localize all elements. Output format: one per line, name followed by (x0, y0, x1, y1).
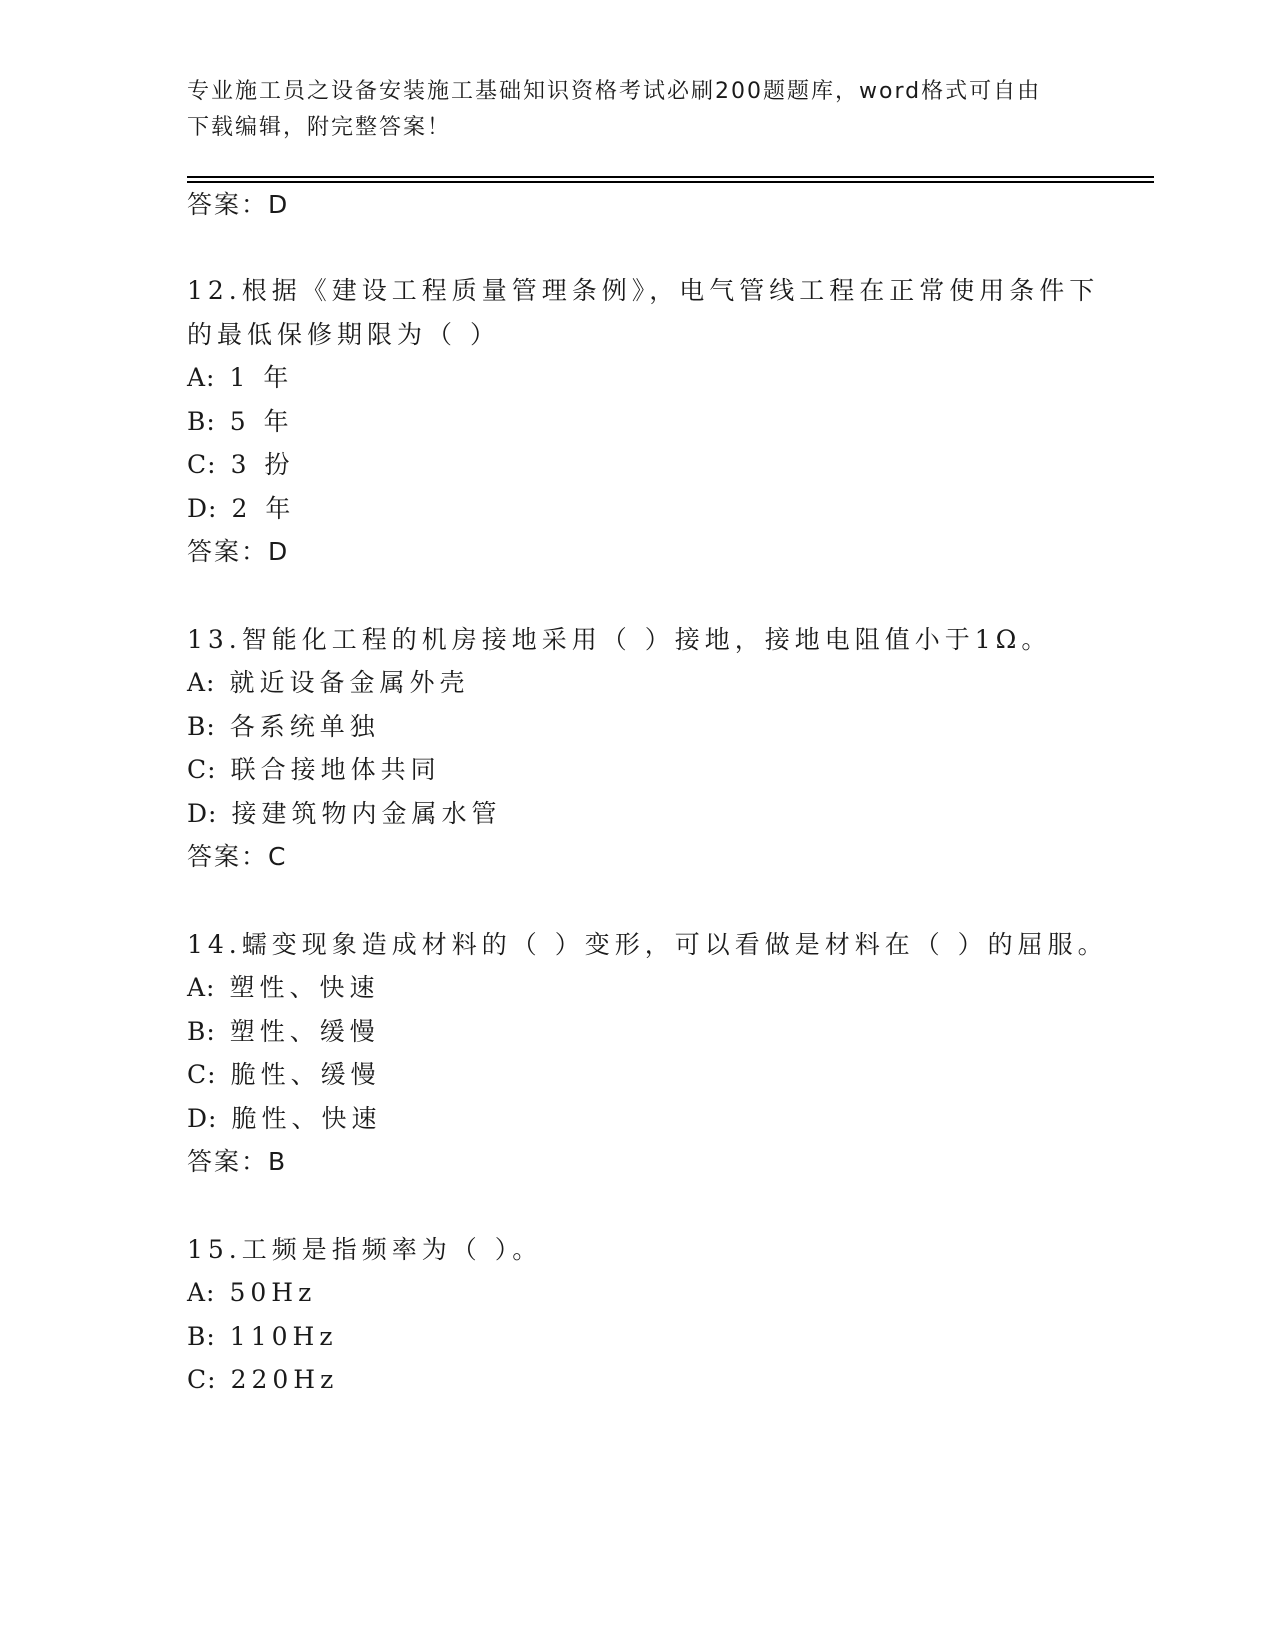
option-text: 塑性、缓慢 (229, 1017, 380, 1046)
question-13-answer (187, 842, 287, 872)
answer-prev (187, 190, 289, 220)
question-13-option-b (187, 712, 380, 742)
option-text: 110Hz (229, 1322, 338, 1351)
answer-value: B (268, 1147, 288, 1176)
question-12-option-d (187, 494, 295, 524)
option-letter: D: (187, 799, 218, 828)
header-divider-top (187, 176, 1154, 178)
answer-value: D (268, 537, 290, 566)
option-text: 2 年 (231, 494, 296, 523)
option-letter: D: (187, 494, 218, 523)
document-header (187, 74, 1067, 146)
option-text: 1 年 (229, 363, 294, 392)
answer-label: 答案： (187, 190, 269, 219)
header-divider-bottom (187, 181, 1154, 183)
question-15-option-b (187, 1322, 338, 1352)
option-letter: C: (187, 755, 217, 784)
question-13-option-d (187, 799, 501, 829)
option-text: 就近设备金属外壳 (229, 668, 470, 697)
answer-label: 答案： (187, 1147, 269, 1176)
option-letter: C: (187, 450, 217, 479)
header-line-2: 下载编辑，附完整答案！ (187, 115, 452, 140)
option-letter: C: (187, 1365, 217, 1394)
question-14-option-b (187, 1017, 380, 1047)
option-text: 脆性、快速 (231, 1104, 382, 1133)
option-text: 接建筑物内金属水管 (231, 799, 502, 828)
option-text: 50Hz (229, 1278, 317, 1307)
option-letter: A: (187, 973, 216, 1002)
option-text: 脆性、缓慢 (230, 1060, 381, 1089)
question-12-option-a (187, 363, 293, 393)
option-text: 3 扮 (230, 450, 295, 479)
option-letter: B: (187, 1322, 216, 1351)
option-text: 联合接地体共同 (230, 755, 441, 784)
option-letter: A: (187, 363, 216, 392)
answer-value: C (268, 842, 288, 871)
question-12-option-b (187, 407, 294, 437)
question-12-option-c (187, 450, 294, 480)
question-15-stem-line-1: 15.工频是指频率为（ ）。 (187, 1235, 543, 1264)
option-letter: B: (187, 1017, 216, 1046)
question-14-answer (187, 1147, 287, 1177)
option-text: 塑性、快速 (229, 973, 380, 1002)
question-12-stem-line-2: 的最低保修期限为（ ） (187, 320, 500, 349)
answer-value: D (268, 190, 290, 219)
question-15-option-c (187, 1365, 338, 1395)
answer-label: 答案： (187, 537, 269, 566)
option-text: 5 年 (229, 407, 294, 436)
option-letter: C: (187, 1060, 217, 1089)
option-letter: A: (187, 668, 216, 697)
header-line-1: 专业施工员之设备安装施工基础知识资格考试必刷200题题库，word格式可自由 (187, 79, 1042, 104)
question-14-option-a (187, 973, 380, 1003)
question-13-stem-line-1: 13.智能化工程的机房接地采用（ ）接地，接地电阻值小于1Ω。 (187, 625, 1052, 654)
option-text: 220Hz (230, 1365, 339, 1394)
option-letter: D: (187, 1104, 218, 1133)
option-letter: B: (187, 407, 216, 436)
question-12-answer (187, 537, 289, 567)
option-text: 各系统单独 (229, 712, 380, 741)
option-letter: A: (187, 1278, 216, 1307)
question-14-option-c (187, 1060, 381, 1090)
question-15-option-a (187, 1278, 316, 1308)
question-12-stem-line-1: 12.根据《建设工程质量管理条例》，电气管线工程在正常使用条件下 (187, 276, 1100, 305)
question-13-option-a (187, 668, 470, 698)
question-13-option-c (187, 755, 441, 785)
question-14-stem-line-1: 14.蠕变现象造成材料的（ ）变形，可以看做是材料在（ ）的屈服。 (187, 930, 1108, 959)
answer-label: 答案： (187, 842, 269, 871)
option-letter: B: (187, 712, 216, 741)
question-14-option-d (187, 1104, 381, 1134)
